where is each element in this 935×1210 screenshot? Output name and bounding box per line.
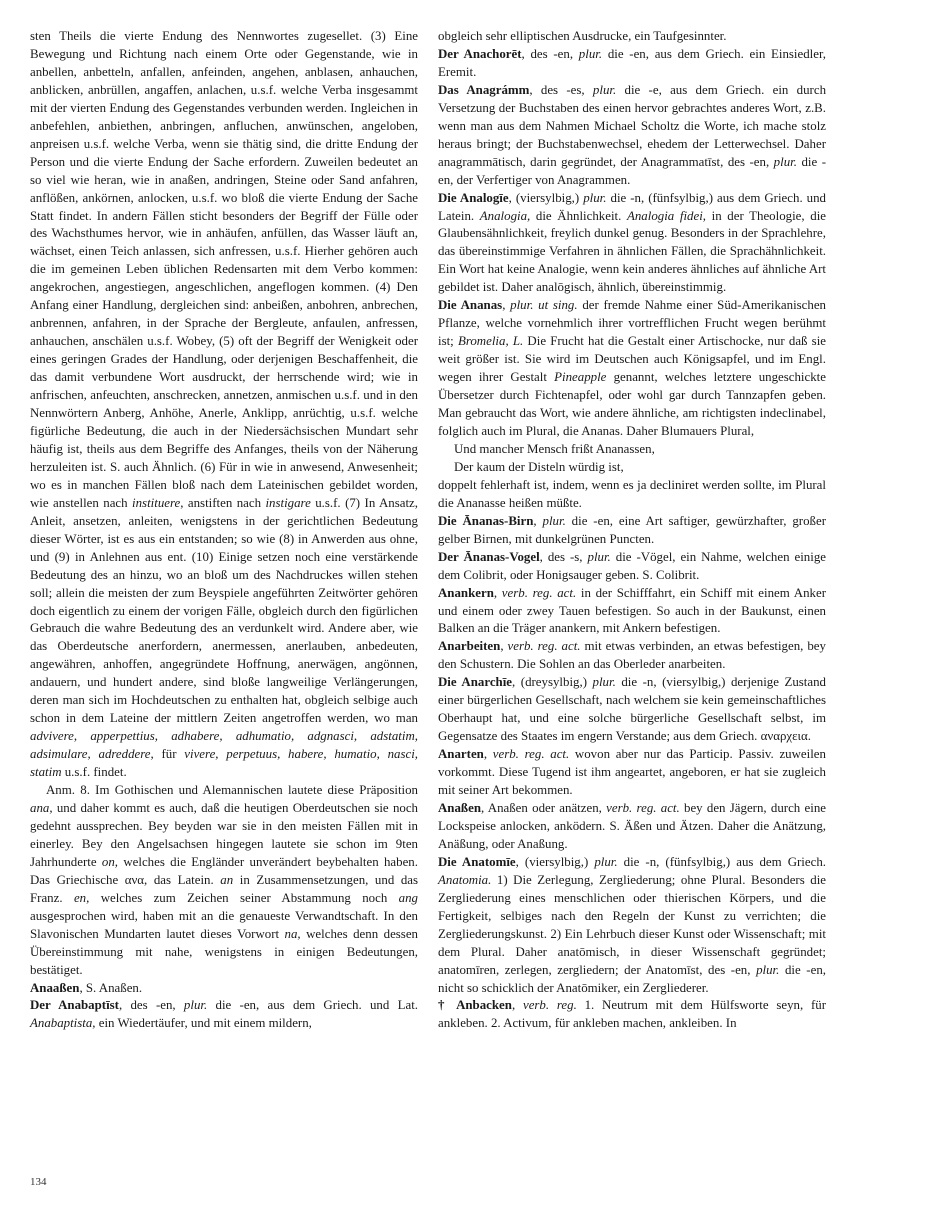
left-column (30, 28, 418, 1033)
headword: Anarten (438, 747, 484, 762)
entry-anbacken: † Anbacken, verb. reg. 1. Neutrum mit dem Hülfsworte seyn, für ankleben. 2. Activum, für ankleben machen, ankleiben. In (438, 998, 827, 1031)
entry-anarbeiten: Anarbeiten, verb. reg. act. mit etwas verbinden, an etwas befestigen, bey den Schustern. Die Sohlen an das Oberleder anarbeiten. (438, 639, 826, 672)
entry-an-continuation: sten Theils die vierte Endung des Nennwortes zugesellet. (3) Eine Bewegung und Richtung nach einem Orte oder Gegenstande, wie in anbellen, anbetteln, anfallen, anfeinden, angehen, anblasen, anhauchen, anblicken, anbrüllen, angaffen, anlachen, u.s.f. welche Verba insgesammt mit der vierten Endung des Gegenstandes verbunden werden. Ingleichen in anbefehlen, anbiethen, anbringen, anfluchen, anwünschen, angeloben, anpreisen u.s.f. welche Verba, wenn sie thätig sind, die dritte Endung der Person und die vierte Endung der Sache erfordern. Zuweilen bedeutet an so viel wie heran, wie in anaßen, andringen, Steine oder Sand anfahren, anflößen, ankörnen, anlocken, u.s.f. wo bloß die vierte Endung der Sache Statt findet. In andern Fällen sticht besonders der Begriff der Fülle oder des Wachsthumes hervor, wie in anhäufen, anfüllen, das Wasser läuft an, wächset, einen Teich anlassen, sich anfressen, u.s.f. Hierher gehören auch die im gemeinen Leben üblichen Redensarten mit dem Verbo kommen: angekrochen, angestiegen, angeschlichen, angeflogen kommen. (4) Den Anfang einer Handlung, dergleichen sind: anbeißen, anbohren, anbrechen, anbrennen, anfahren, in der Sprache der Bergleute, anfaulen, anfressen, anhauchen, anschälen u.s.f. Wobey, (5) oft der Begriff der Wenigkeit oder eines geringen Grades der Handlung, oder derjenigen Beschaffenheit, die das damit verbundene Wort ausdruckt, der herrschende wird; wie in anfrischen, anfeuchten, anschrecken, annetzen, anmischen u.s.f. und in den Nennwörtern Anberg, Anhöhe, Anerle, Anklipp, anrüchtig, u.s.f. welche figürliche Bedeutung, die auch in der Niedersächsischen Mundart sehr häufig ist, theils aus dem Begriffe des Anfanges, theils von der Näherung herzuleiten ist. S. auch Ähnlich. (6) Für in wie in anwesend, Anwesenheit; wo es in manchen Fällen bloß nach dem Lateinischen gebildet worden, wie anstellen nach instituere, anstiften nach instigare u.s.f. (7) In Ansatz, Anleit, ansetzen, anleiten, wenigstens in der gerichtlichen Bedeutung dieser Wörter, ist es aus ein entstanden; so wie (8) in Anwerden aus ohne, und (9) in Anlehnen aus ent. (10) Einige setzen noch eine verstärkende Bedeutung des an hinzu, wo an bloß um des Nachdruckes willen stehen soll; allein die meisten der zum Beyspiele angeführten Zeitwörter gehören doch eigentlich zu einem der vorigen Fälle, obgleich durch den figürlichen Gebrauch die wahre Bedeutung des an verdunkelt wird. Andere aber, wie das Oberdeutsche anerfordern, anermessen, anerlauben, anbedeuten, angewähren, anhoffen, angegründete Hoffnung, anerwägen, angönnen, andauern, und hundert andere, sind bloße langweilige Verlängerungen, deren man sich im Hochdeutschen zu enthalten hat, obgleich selbige auch schon in dem Lateine der mittlern Zeiten angetroffen werden, wo man advivere, apperpettius, adhabere, adhumatio, adgnasci, adstatim, adsimulare, adreddere, für vivere, perpetuus, habere, humatio, nasci, statim u.s.f. findet. (30, 29, 418, 780)
headword: Das Anagrámm (438, 82, 530, 97)
right-column (438, 28, 826, 1033)
headword: Die Ānanas-Birn (438, 513, 534, 528)
headword: Anaßen (438, 800, 481, 815)
headword: Der Anachorēt (438, 46, 522, 61)
entry-anankern: Anankern, verb. reg. act. in der Schifffahrt, ein Schiff mit einem Anker und einem oder zwey Tauen befestigen. So auch in der Baukunst, einen Balken an die Träger anankern, mit Ankern befestigen. (438, 585, 826, 636)
headword: Die Anatomīe (438, 854, 516, 869)
entry-ananas-birn: Die Ānanas-Birn, plur. die -en, eine Art saftiger, gewürzhafter, großer gelber Birnen, mit dunkelgrünen Puncten. (438, 513, 826, 546)
anmerkung-8: Anm. 8. Im Gothischen und Alemannischen lautete diese Präposition ana, und daher kommt es auch, daß die heutigen Oberdeutschen sie noch gedehnt aussprechen. Bey beyden war sie in den meisten Fällen mit in einerley. Bey den Angelsachsen hingegen lautete sie schon im 9ten Jahrhunderte on, welches die Engländer unverändert beybehalten haben. Das Griechische ανα, das Latein. an in Zusammensetzungen, und das Franz. en, welches zum Zeichen seiner Abstammung noch ang ausgesprochen wird, haben mit an die genaueste Verwandtschaft. In den Slavonischen Mundarten lautet dieses Vorwort na, welches denn dessen Übereinstimmung mit nahe, wenigstens in einigen Bedeutungen, bestätiget. (30, 783, 419, 977)
headword: Anankern (438, 585, 494, 600)
entry-anatomie: Die Anatomīe, (viersylbig,) plur. die -n, (fünfsylbig,) aus dem Griech. Anatomia. 1) Die Zerlegung, Zergliederung; ohne Plural. Besonders die Zergliederung eines menschlichen oder thierischen Körpers, und die Fertigkeit, selbiges nach den Regeln der Kunst zu verrichten; die Zergliederungskunst. 2) Ein Lehrbuch dieser Kunst oder Wissenschaft; mit dem Plural. Daher anatōmisch, in dieser Wissenschaft gegründet; anatomīren, zerlegen, zergliedern; der Anatomīst, des -en, plur. die -en, nicht so schicklich der Anatōmiker, ein Zergliederer. (438, 854, 826, 995)
entry-ananas: Die Ananas, plur. ut sing. der fremde Nahme einer Süd-Amerikanischen Pflanze, welche vornehmlich ihrer vortrefflichen Frucht wegen berühmt ist; Bromelia, L. Die Frucht hat die Gestalt einer Artischocke, nur daß sie weit größer ist. Sie wird im Deutschen auch Königsapfel, und im Engl. wegen ihrer Gestalt Pineapple genannt, welches letztere ungeschickte Übersetzer durch Fichtenapfel, oder wohl gar durch Tannzapfen geben. Man gebraucht das Wort, wie andere ähnliche, am richtigsten indeclinabel, folglich auch im Plural, die Ananas. Daher Blumauers Plural, (438, 298, 826, 438)
verse-line: Der kaum der Disteln würdig ist, (454, 459, 624, 474)
entry-anassen: Anaßen, Anaßen oder anätzen, verb. reg. act. bey den Jägern, durch eine Lockspeise anlocken, anködern. S. Äßen und Ätzen. Daher die Anätzung, Anäßung, oder Anaßung. (438, 800, 826, 851)
headword: † Anbacken (438, 998, 512, 1013)
headword: Anaaßen (30, 980, 80, 995)
entry-anabaptist: Der Anabaptīst, des -en, plur. die -en, aus dem Griech. und Lat. Anabaptista, ein Wiedertäufer, und mit einem mildern, (30, 998, 419, 1031)
entry-anagramm: Das Anagrámm, des -es, plur. die -e, aus dem Griech. ein durch Versetzung der Buchstaben des einen hervor gebrachtes anderes Wort, z.B. wenn man aus dem Nahmen Michael Scholtz die Worte, ich mache stolz heraus bringt; der Buchstabenwechsel, ehedem der Letterwechsel. Daher anagrammātisch, darin gegründet, der Anagrammatīst, des -en, plur. die -en, der Verfertiger von Anagrammen. (438, 82, 827, 187)
headword: Anarbeiten (438, 639, 501, 654)
entry-anarten: Anarten, verb. reg. act. wovon aber nur das Particip. Passiv. zuweilen vorkommt. Diese Tugend ist ihm angeartet, angeboren, er hat sie zugleich mit seiner Art bekommen. (438, 747, 826, 798)
entry-anaassen: Anaaßen, S. Anaßen. (30, 980, 143, 995)
entry-anachoret: Der Anachorēt, des -en, plur. die -en, aus dem Griech. ein Einsiedler, Eremit. (438, 46, 826, 79)
entry-anarchie: Die Anarchīe, (dreysylbig,) plur. die -n, (viersylbig,) derjenige Zustand einer bürgerlichen Gesellschaft, nach welchem sie kein gemeinschaftliches Oberhaupt hat, und eine solche bürgerliche Gesellschaft selbst, im Gegensatze des Staates im engern Verstande; aus dem Griech. αναρχεια. (438, 675, 826, 744)
headword: Der Ānanas-Vogel (438, 549, 540, 564)
entry-anabaptist-continuation: obgleich sehr elliptischen Ausdrucke, ein Taufgesinnter. (438, 29, 727, 43)
headword: Die Anarchīe (438, 675, 513, 690)
page-number: 134 (30, 1176, 47, 1188)
verse-line: Und mancher Mensch frißt Ananassen, (454, 441, 655, 456)
entry-ananas-vogel: Der Ānanas-Vogel, des -s, plur. die -Vögel, ein Nahme, welchen einige dem Colibrit, oder Honigsauger geben. S. Colibrit. (438, 549, 826, 582)
headword: Der Anabaptīst (30, 998, 119, 1013)
dictionary-page (30, 28, 826, 1188)
headword: Die Ananas (438, 298, 503, 313)
headword: Die Analogīe (438, 190, 509, 205)
entry-analogie: Die Analogīe, (viersylbig,) plur. die -n, (fünfsylbig,) aus dem Griech. und Latein. Analogia, die Ähnlichkeit. Analogia fidei, in der Theologie, die Glaubensähnlichkeit, freylich dunkel genug. Besonders in der Sprachlehre, das übereinstimmige Verfahren in ähnlichen Fällen, die Sprachähnlichkeit. Ein Wort hat keine Analogie, wenn kein anderes ähnliches auf ähnliche Art gebildet ist. Daher analōgisch, ähnlich, übereinstimmig. (438, 190, 826, 295)
entry-ananas-continuation: doppelt fehlerhaft ist, indem, wenn es ja decliniret werden sollte, im Plural die Ananasse heißen müßte. (438, 477, 826, 510)
